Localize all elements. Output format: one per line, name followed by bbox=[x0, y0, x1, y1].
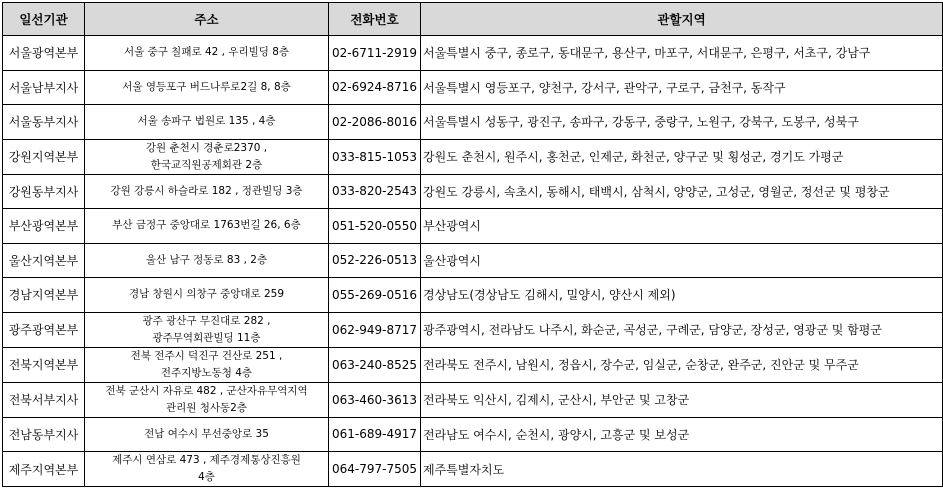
area-cell: 서울특별시 중구, 종로구, 동대문구, 용산구, 마포구, 서대문구, 은평구, 서초구, 강남구 bbox=[421, 36, 943, 71]
org-cell: 전남동부지사 bbox=[3, 417, 85, 452]
org-cell: 경남지역본부 bbox=[3, 278, 85, 313]
phone-cell: 062-949-8717 bbox=[329, 312, 421, 347]
header-area: 관할지역 bbox=[421, 3, 943, 36]
phone-cell: 02-2086-8016 bbox=[329, 105, 421, 140]
address-line: 강원 강릉시 하슬라로 182 , 정관빌딩 3층 bbox=[110, 184, 303, 197]
address-line: 한국교직원공제회관 2층 bbox=[150, 158, 263, 171]
org-cell: 부산광역본부 bbox=[3, 209, 85, 244]
address-line: 전북 전주시 덕진구 건산로 251 , bbox=[130, 349, 283, 362]
org-cell: 강원동부지사 bbox=[3, 174, 85, 209]
address-line: 울산 남구 정동로 83 , 2층 bbox=[145, 253, 268, 266]
phone-cell: 033-820-2543 bbox=[329, 174, 421, 209]
address-cell bbox=[85, 452, 329, 487]
address-line: 부산 금정구 중앙대로 1763번길 26, 6층 bbox=[112, 219, 301, 232]
phone-cell: 063-240-8525 bbox=[329, 347, 421, 382]
address-cell bbox=[85, 174, 329, 209]
address-line: 전남 여수시 무선중앙로 35 bbox=[144, 427, 269, 440]
area-cell: 광주광역시, 전라남도 나주시, 화순군, 곡성군, 구례군, 담양군, 장성군, 영광군 및 함평군 bbox=[421, 312, 943, 347]
area-cell: 전라북도 전주시, 남원시, 정읍시, 장수군, 임실군, 순창군, 완주군, 진안군 및 무주군 bbox=[421, 347, 943, 382]
org-cell: 전북서부지사 bbox=[3, 382, 85, 417]
address-line: 강원 춘천시 경춘로2370 , bbox=[145, 141, 268, 154]
address-cell bbox=[85, 105, 329, 140]
table-row bbox=[3, 243, 943, 278]
area-cell: 경상남도(경상남도 김해시, 밀양시, 양산시 제외) bbox=[421, 278, 943, 313]
phone-cell: 055-269-0516 bbox=[329, 278, 421, 313]
table-row bbox=[3, 139, 943, 174]
phone-cell: 061-689-4917 bbox=[329, 417, 421, 452]
table-row bbox=[3, 105, 943, 140]
phone-cell: 063-460-3613 bbox=[329, 382, 421, 417]
address-line: 전주지방노동청 4층 bbox=[160, 366, 253, 379]
table-row bbox=[3, 174, 943, 209]
org-cell: 서울남부지사 bbox=[3, 70, 85, 105]
area-cell: 서울특별시 영등포구, 양천구, 강서구, 관악구, 구로구, 금천구, 동작구 bbox=[421, 70, 943, 105]
table-row bbox=[3, 36, 943, 71]
phone-cell: 033-815-1053 bbox=[329, 139, 421, 174]
org-cell: 광주광역본부 bbox=[3, 312, 85, 347]
address-line: 서울 송파구 법원로 135 , 4층 bbox=[137, 115, 276, 128]
area-cell: 부산광역시 bbox=[421, 209, 943, 244]
address-line: 광주 광산구 무진대로 282 , bbox=[142, 314, 271, 327]
header-address: 주소 bbox=[85, 3, 329, 36]
address-cell bbox=[85, 36, 329, 71]
address-line: 제주시 연삼로 473 , 제주경제통상진흥원 bbox=[112, 454, 301, 466]
table-row bbox=[3, 347, 943, 382]
address-cell bbox=[85, 70, 329, 105]
org-cell: 서울광역본부 bbox=[3, 36, 85, 71]
org-cell: 울산지역본부 bbox=[3, 243, 85, 278]
phone-cell: 02-6924-8716 bbox=[329, 70, 421, 105]
org-cell: 전북지역본부 bbox=[3, 347, 85, 382]
table-row bbox=[3, 70, 943, 105]
phone-cell: 052-226-0513 bbox=[329, 243, 421, 278]
area-cell: 전라남도 여수시, 순천시, 광양시, 고흥군 및 보성군 bbox=[421, 417, 943, 452]
address-cell bbox=[85, 139, 329, 174]
address-cell bbox=[85, 347, 329, 382]
area-cell: 제주특별자치도 bbox=[421, 452, 943, 487]
address-cell bbox=[85, 417, 329, 452]
address-cell bbox=[85, 312, 329, 347]
table-row bbox=[3, 382, 943, 417]
org-cell: 서울동부지사 bbox=[3, 105, 85, 140]
address-cell bbox=[85, 243, 329, 278]
address-line: 전북 군산시 자유로 482 , 군산자유무역지역 bbox=[105, 384, 308, 397]
phone-cell: 051-520-0550 bbox=[329, 209, 421, 244]
org-cell: 강원지역본부 bbox=[3, 139, 85, 174]
table-row bbox=[3, 452, 943, 487]
header-phone: 전화번호 bbox=[329, 3, 421, 36]
address-cell bbox=[85, 278, 329, 313]
header-org: 일선기관 bbox=[3, 3, 85, 36]
address-line: 서울 중구 칠패로 42 , 우리빌딩 8층 bbox=[123, 46, 290, 59]
org-cell: 제주지역본부 bbox=[3, 452, 85, 487]
area-cell: 울산광역시 bbox=[421, 243, 943, 278]
address-cell bbox=[85, 209, 329, 244]
table-row bbox=[3, 209, 943, 244]
area-cell: 서울특별시 성동구, 광진구, 송파구, 강동구, 중랑구, 노원구, 강북구, 도봉구, 성북구 bbox=[421, 105, 943, 140]
address-line: 4층 bbox=[198, 471, 215, 483]
table-row bbox=[3, 312, 943, 347]
phone-cell: 02-6711-2919 bbox=[329, 36, 421, 71]
area-cell: 강원도 강릉시, 속초시, 동해시, 태백시, 삼척시, 양양군, 고성군, 영월군, 정선군 및 평창군 bbox=[421, 174, 943, 209]
area-cell: 강원도 춘천시, 원주시, 홍천군, 인제군, 화천군, 양구군 및 횡성군, 경기도 가평군 bbox=[421, 139, 943, 174]
address-line: 관리원 청사동2층 bbox=[165, 401, 248, 414]
table-header-row bbox=[3, 3, 943, 36]
office-table bbox=[2, 2, 943, 487]
address-line: 경남 창원시 의창구 중앙대로 259 bbox=[128, 288, 285, 301]
table-row bbox=[3, 417, 943, 452]
address-line: 서울 영등포구 버드나루로2길 8, 8층 bbox=[122, 80, 291, 93]
address-cell bbox=[85, 382, 329, 417]
phone-cell: 064-797-7505 bbox=[329, 452, 421, 487]
area-cell: 전라북도 익산시, 김제시, 군산시, 부안군 및 고창군 bbox=[421, 382, 943, 417]
table-row bbox=[3, 278, 943, 313]
address-line: 광주무역회관빌딩 11층 bbox=[152, 331, 261, 344]
